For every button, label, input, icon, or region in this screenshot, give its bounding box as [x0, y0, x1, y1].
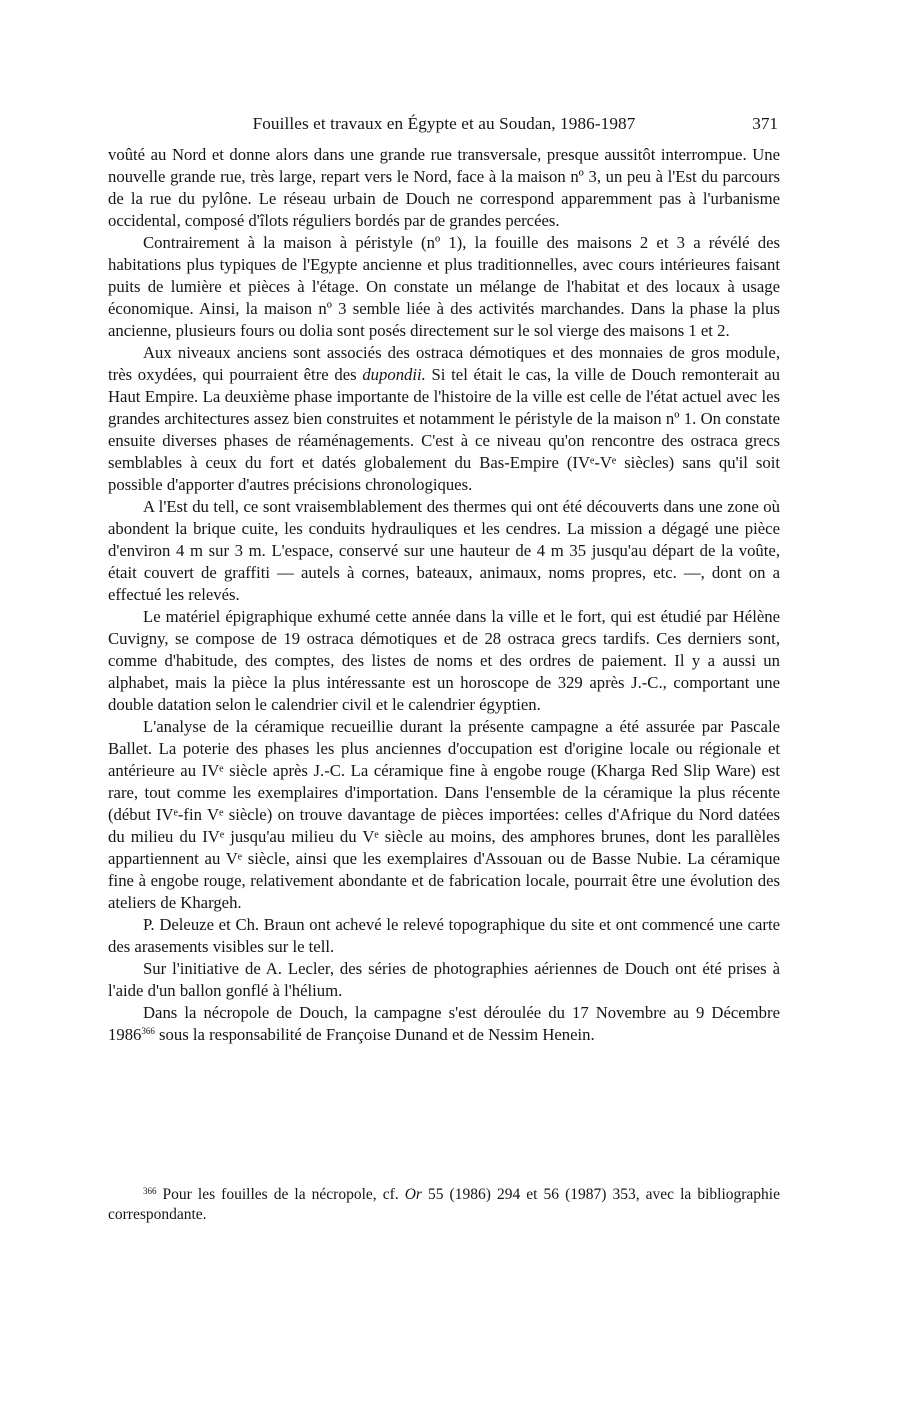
paragraph: Sur l'initiative de A. Lecler, des séries de photographies aériennes de Douch ont été prises à l'aide d'un ballon gonflé à l'hélium.	[108, 959, 780, 1000]
paragraph: Contrairement à la maison à péristyle (nº 1), la fouille des maisons 2 et 3 a révélé des habitations plus typiques de l'Egypte ancienne et plus traditionnelles, avec cours intérieures faisant puits de lumière et pièces à l'étage. On constate un mélange de l'habitat et des locaux à usage économique. Ainsi, la maison nº 3 semble liée à des activités marchandes. Dans la phase la plus ancienne, plusieurs fours ou dolia sont posés directement sur le sol vierge des maisons 1 et 2.	[108, 233, 780, 340]
italic-term: dupondii.	[362, 365, 426, 384]
paragraph: P. Deleuze et Ch. Braun ont achevé le relevé topographique du site et ont commencé une carte des arasements visibles sur le tell.	[108, 915, 780, 956]
text-run: sous la responsabilité de Françoise Dunand et de Nessim Henein.	[154, 1025, 595, 1044]
page-number: 371	[752, 114, 778, 133]
body-text	[108, 144, 780, 1046]
running-title: Fouilles et travaux en Égypte et au Soudan, 1986-1987	[252, 114, 636, 133]
footnote-number: 366	[143, 1186, 157, 1196]
text-run: Si tel était le cas, la ville de Douch remonterait au Haut Empire. La deuxième phase importante de l'histoire de la ville est celle de l'état actuel avec les grandes architectures assez bien construites et notamment le péristyle de la maison nº 1. On constate ensuite diverses phases de réaménagements. C'est à ce niveau qu'on rencontre des ostraca grecs semblables à ceux du fort et datés globalement du Bas-Empire (IVᵉ-Vᵉ siècles) sans qu'il soit possible d'apporter d'autres précisions chronologiques.	[108, 365, 780, 494]
paragraph	[108, 342, 780, 496]
paragraph	[108, 1002, 780, 1046]
footnote-italic: Or	[404, 1186, 422, 1203]
footnote	[108, 1185, 780, 1225]
paragraph: A l'Est du tell, ce sont vraisemblablement des thermes qui ont été découverts dans une zone où abondent la brique cuite, les conduits hydrauliques et les cendres. La mission a dégagé une pièce d'environ 4 m sur 3 m. L'espace, conservé sur une hauteur de 4 m 35 jusqu'au départ de la voûte, était couvert de graffiti — autels à cornes, bateaux, animaux, noms propres, etc. —, dont on a effectué les relevés.	[108, 497, 780, 604]
footnote-text: Pour les fouilles de la nécropole, cf.	[156, 1186, 405, 1203]
page	[108, 112, 780, 1046]
paragraph: L'analyse de la céramique recueillie durant la présente campagne a été assurée par Pascale Ballet. La poterie des phases les plus anciennes d'occupation est d'origine locale ou régionale et antérieure au IVᵉ siècle après J.-C. La céramique fine à engobe rouge (Kharga Red Slip Ware) est rare, tout comme les exemplaires d'importation. Dans l'ensemble de la céramique la plus récente (début IVᵉ-fin Vᵉ siècle) on trouve davantage de pièces importées: celles d'Afrique du Nord datées du milieu du IVᵉ jusqu'au milieu du Vᵉ siècle au moins, des amphores brunes, dont les parallèles appartiennent au Vᵉ siècle, ainsi que les exemplaires d'Assouan ou de Basse Nubie. La céramique fine à engobe rouge, relativement abondante et de fabrication locale, pourrait être une évolution des ateliers de Khargeh.	[108, 717, 780, 912]
paragraph: Le matériel épigraphique exhumé cette année dans la ville et le fort, qui est étudié par Hélène Cuvigny, se compose de 19 ostraca démotiques et de 28 ostraca grecs tardifs. Ces derniers sont, comme d'habitude, des comptes, des listes de noms et des ordres de paiement. Il y a aussi un alphabet, mais la pièce la plus intéressante est un horoscope de 329 après J.-C., comportant une double datation selon le calendrier civil et le calendrier égyptien.	[108, 607, 780, 714]
footnote-text: 55 (1986) 294 et 56 (1987) 353, avec la bibliographie correspondante.	[108, 1186, 780, 1223]
paragraph: voûté au Nord et donne alors dans une grande rue transversale, presque aussitôt interrompue. Une nouvelle grande rue, très large, repart vers le Nord, face à la maison nº 3, un peu à l'Est du parcours de la rue du pylône. Le réseau urbain de Douch ne correspond apparemment pas à l'urbanisme occidental, composé d'îlots réguliers bordés par de grandes percées.	[108, 145, 780, 230]
text-run: Aux niveaux anciens sont associés des ostraca démotiques et des monnaies de gros module, très oxydées, qui pourraient être des	[108, 343, 780, 384]
footnote-reference[interactable]: 366	[141, 1026, 155, 1036]
running-header	[108, 112, 780, 142]
text-run: Dans la nécropole de Douch, la campagne s'est déroulée du 17 Novembre au 9 Décembre 1986	[108, 1003, 780, 1044]
